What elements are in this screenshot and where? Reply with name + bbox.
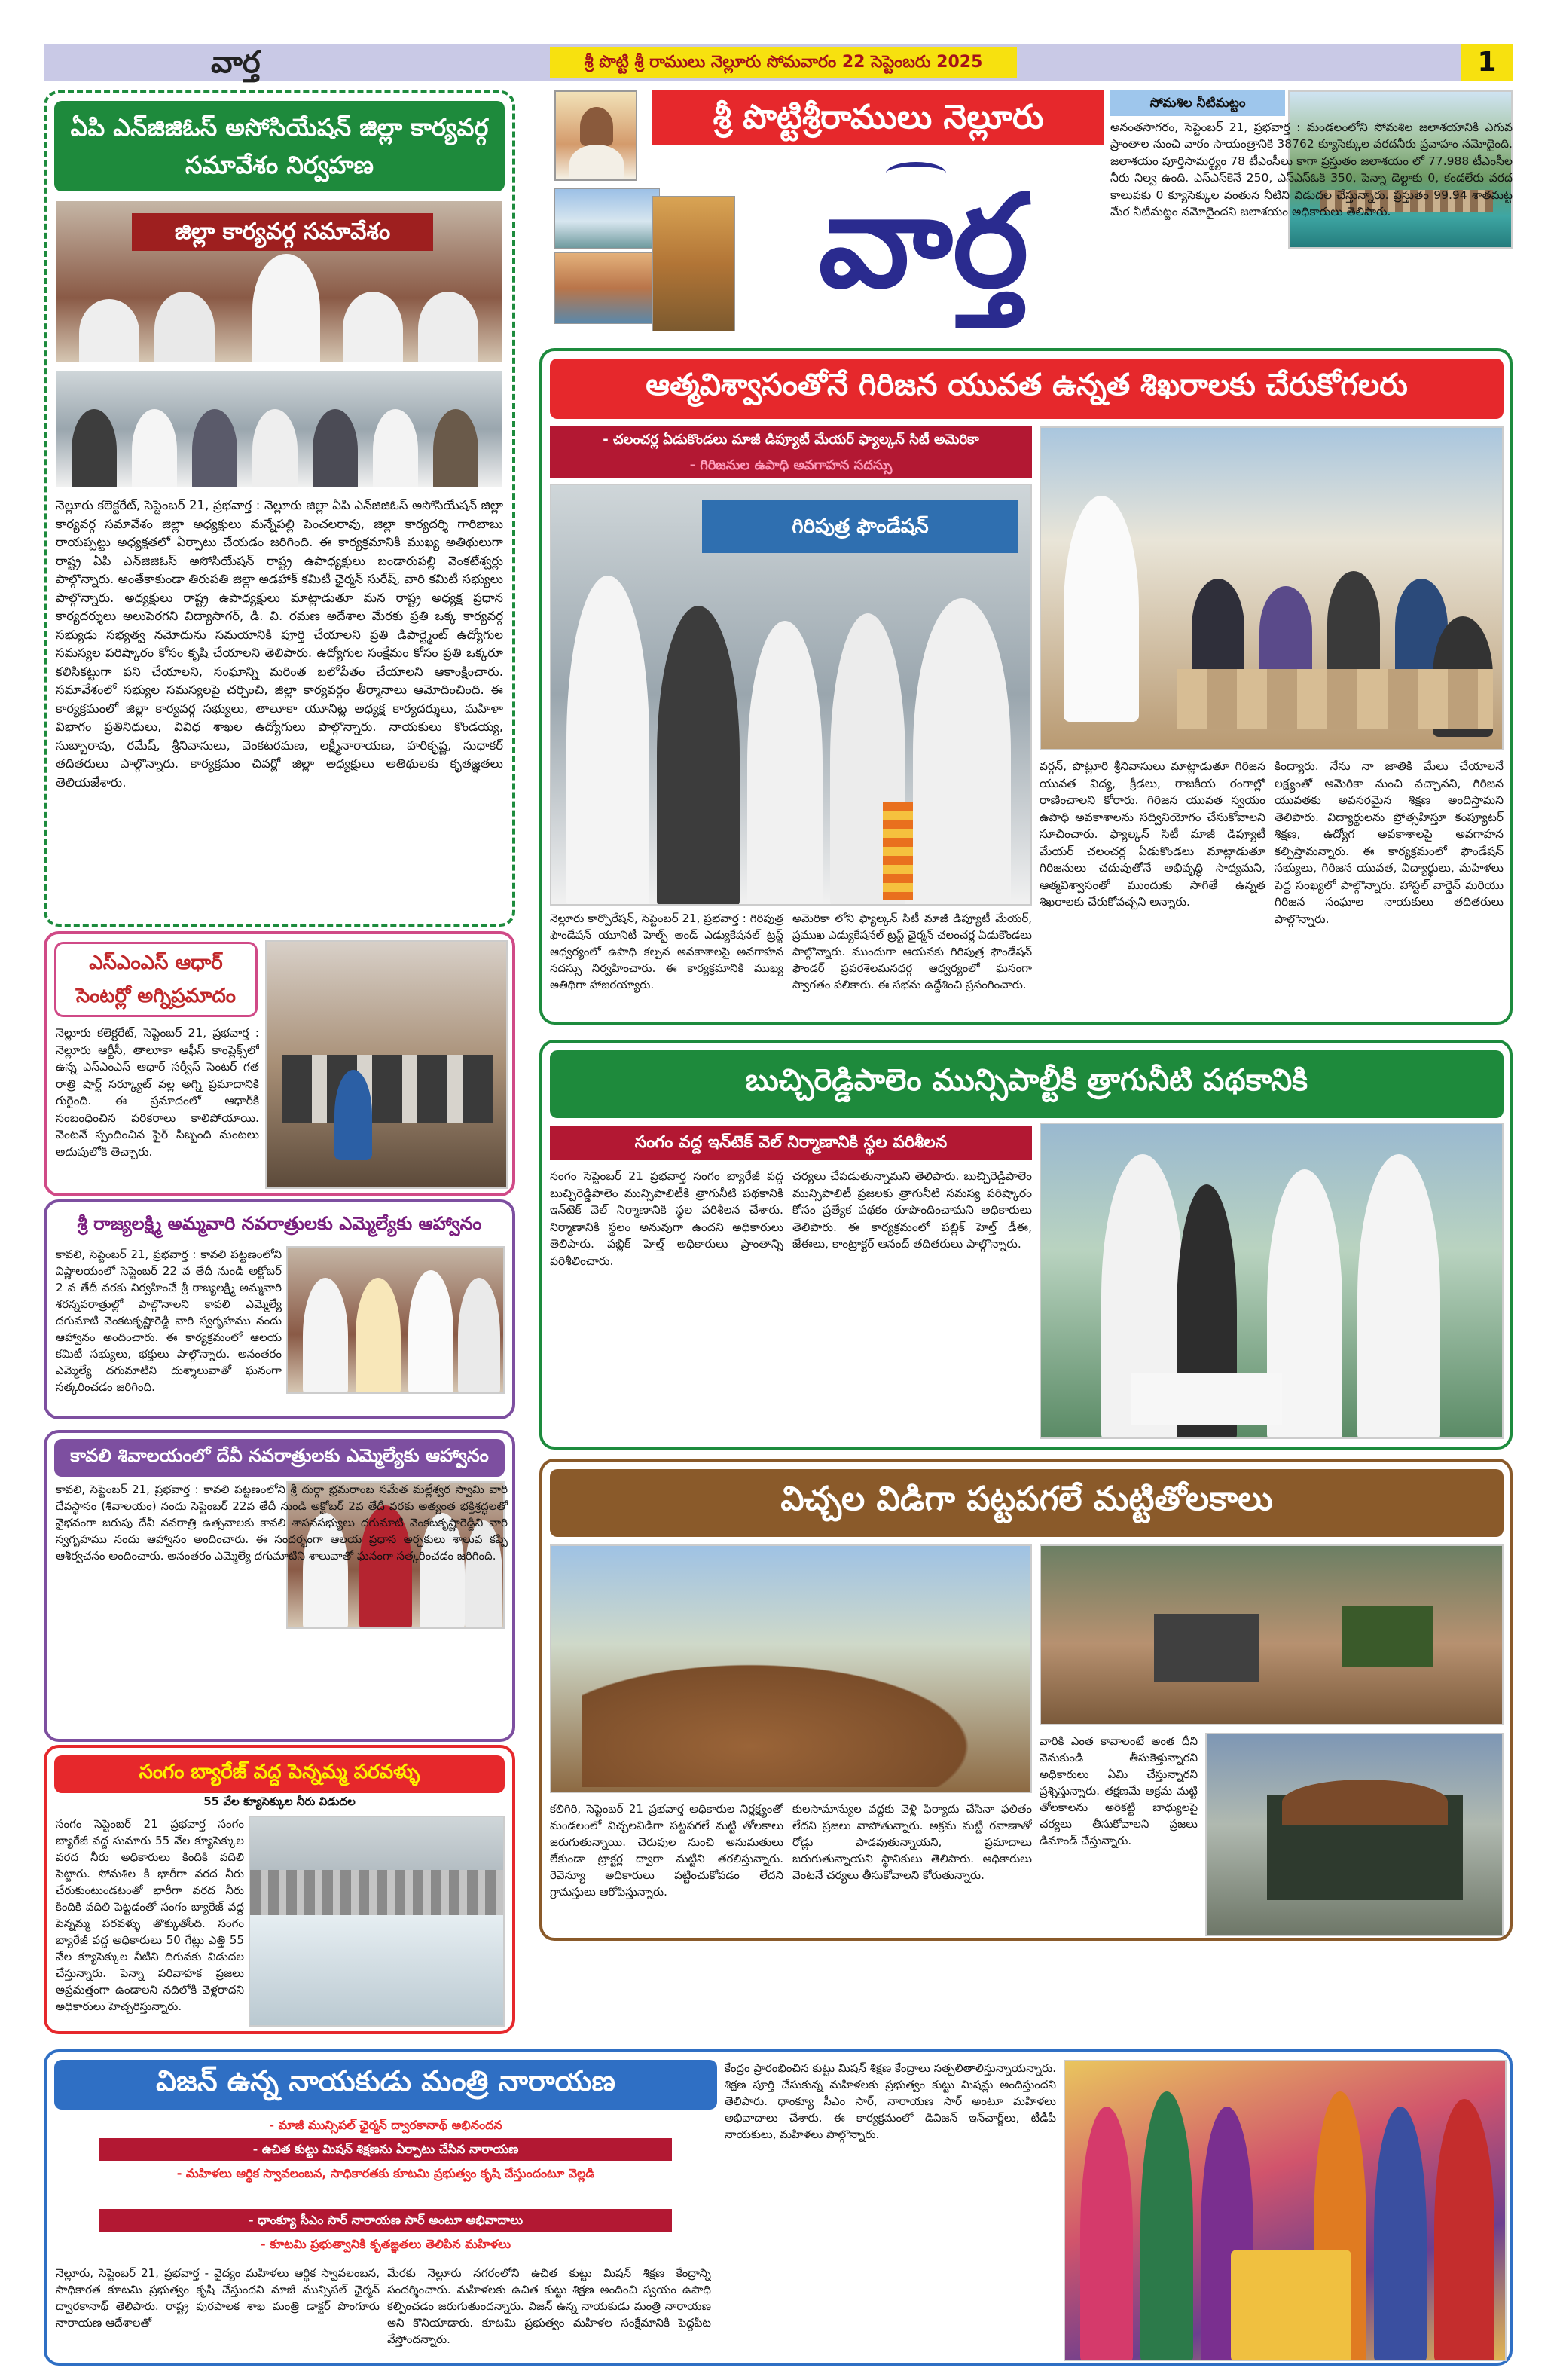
soil-tractor-photo xyxy=(1205,1733,1504,1936)
tribal-class-photo xyxy=(1040,426,1504,750)
tribal-headline: ఆత్మవిశ్వాసంతోనే గిరిజన యువత ఉన్నత శిఖరాలకు చేరుకోగలరు xyxy=(550,359,1504,419)
rajyalakshmi-text: కావలి, సెప్టెంబర్ 21, ప్రభవార్త : కావలి పట్టణంలోని విష్ణాలయంలో సెప్టెంబర్ 22 వ తేదీ నుండి అక్టోబర్ 2 వ తేదీ వరకు నిర్వహించే శ్రీ రాజ్యలక్ష్మి అమ్మవారి శరన్నవరాత్రుల్లో పాల్గొనాలని కావలి ఎమ్మెల్యే దగుమాటి వెంకటకృష్ణారెడ్డి వారి స్వగృహము నందు ఆహ్వానం అందించారు. ఈ కార్యక్రమంలో ఆలయ కమిటీ సభ్యులు, భక్తులు పాల్గొన్నారు. అనంతరం ఎమ్మెల్యే దగుమాటిని దుశ్శాలువాతో ఘనంగా సత్కరించడం జరిగింది. xyxy=(56,1248,282,1394)
somasila-box xyxy=(1110,90,1513,339)
sangam-text: సంగం సెప్టెంబర్ 21 ప్రభవార్త సంగం బ్యారేజీ వద్ద సుమారు 55 వేల క్యూసెక్కుల వరద నీరు అధికారులు కిందికి వదిలి పెట్టారు. సోమశిల కి భారీగా వరద నీరు చేరుకుంటుండటంతో భారీగా వరద నీరు కిందికి వదిలి పెట్టడంతో సంగం బ్యారేజ్ వద్ద పెన్నమ్మ పరవళ్ళు తొక్కుతోంది. సంగం బ్యారేజీ వద్ద అధికారులు 50 గేట్లు ఎత్తి 55 వేల క్యూసెక్కుల నీటిని దిగువకు విడుదల చేస్తున్నారు. పెన్నా పరివాహక ప్రజలు అప్రమత్తంగా ఉండాలని నదిలోకి వెళ్లరాదని అధికారులు హెచ్చరిస్తున్నారు. xyxy=(56,1817,244,2013)
kavali-article xyxy=(44,1430,515,1742)
tribal-article xyxy=(539,348,1513,1025)
sms-fire-photo xyxy=(265,940,508,1189)
ngo-text: నెల్లూరు కలెక్టరేట్, సెప్టెంబర్ 21, ప్రభవార్త : నెల్లూరు జిల్లా ఏపి ఎన్‌జిజిఓస్ అసోసియేషన్ జిల్లా కార్యవర్గ సమావేశం జిల్లా అధ్యక్షులు మన్నేపల్లి పెంచలరావు, జిల్లా కార్యదర్శి గారిబాబు రాయప్పట్టు అధ్యక్షతలో ఏర్పాటు చేయడం జరిగింది. ఈ కార్యక్రమానికి ముఖ్య అతిథులుగా రాష్ట్ర ఏపి ఎన్‌జిజిఓస్ అసోసియేషన్ రాష్ట్ర ఉపాధ్యక్షులు బండారుపల్లి వెంకటేశ్వర్లు పాల్గొన్నారు. అంతేకాకుండా తిరుపతి జిల్లా అడహాక్ కమిటీ ఛైర్మన్ సురేష్, వారి కమిటీ సభ్యులు పాల్గొన్నారు. అధ్యక్షులు రాష్ట్ర ఉపాధ్యక్షులు మాట్లాడుతూ మన రాష్ట్ర అధ్యక్ష ప్రధాన కార్యదర్శులు అలుపెరగని విద్యాసాగర్, డి. వి. రమణ అదేశాల మేరకు ప్రతి ఒక్క కార్యవర్గ సభ్యుడు సభ్యత్వ నమోదును సమయానికి పూర్తి చేయాలని ప్రతి డిపార్ట్మెంట్ ఉద్యోగుల సమస్యల పరిష్కారం కోసం కృషి చేయాలని తెలిపారు. ఉద్యోగుల సంక్షేమం కోసం ప్రతి ఒక్కరూ కలిసికట్టుగా పని చేయాలని, సంఘాన్ని మరింత బలోపేతం చేయాలని ఆకాంక్షించారు. సమావేశంలో సభ్యుల సమస్యలపై చర్చించి, జిల్లా కార్యవర్గం తీర్మానాలు ఆమోదించింది. ఈ కార్యక్రమంలో జిల్లా కార్యవర్గ సభ్యులు, తాలూకా యూనిట్ల అధ్యక్ష కార్యదర్శులు, మహిళా విభాగం ప్రతినిధులు, వివిధ శాఖల ఉద్యోగులు పాల్గొన్నారు. నాయకులు కొండయ్య, సుబ్బారావు, రమేష్, శ్రీనివాసులు, వెంకటరమణ, లక్ష్మీనారాయణ, హరికృష్ణ, సుధాకర్ తదితరులు పాల్గొన్నారు. కార్యక్రమం చివర్లో జిల్లా అధ్యక్షులు అతిథులకు కృతజ్ఞతలు తెలియజేశారు. xyxy=(56,498,503,790)
somasila-text: అనంతసాగరం, సెప్టెంబర్ 21, ప్రభవార్త : మండలంలోని సోమశిల జలాశయానికి ఎగువ ప్రాంతాల నుంచి వారం సాయంత్రానికి 38762 క్యూసెక్కుల వరదనీరు ప్రవాహం నమోదైంది. జలాశయం పూర్తిసామర్థ్యం 78 టీఎంసీలు కాగా ప్రస్తుతం జలాశయం లో 77.988 టీఎంసీల నీరు నిల్వ ఉంది. ఎస్ఎస్‌కెనే 250, ఎస్ఎస్ఓకి 350, పెన్నా డెల్టాకు 0, కండలేరు వరద కాలువకు 0 క్యూసెక్కుల వంతున నీటిని విడుదల చేస్తున్నారు. ప్రస్తుతం 99.94 శాతమట్ట మేర నీటిమట్టం నమోదైందని జలాశయం అధికారులు తెలిపారు. xyxy=(1110,121,1513,219)
sangam-subhead: 55 వేల క్యూసెక్కుల నీరు విడుదల xyxy=(203,1795,356,1808)
rajyalakshmi-article xyxy=(44,1199,515,1419)
rajyalakshmi-photo xyxy=(286,1246,505,1394)
tribal-col3: వర్గన్, పొట్లూరి శ్రీనివాసులు మాట్లాడుతూ గిరిజన యువత విద్య, క్రీడలు, రాజకీయ రంగాల్లో రాణించాలని కోరారు. గిరిజన యువత స్వయం ఉపాధి అవకాశాలను సద్వినియోగం చేసుకోవాలని సూచించారు. ఫ్యాల్కన్ సిటీ మాజీ డిప్యూటీ మేయర్ చలంచర్ల ఏడుకొండలు మాట్లాడుతూ గిరిజనులు చదువుతోనే అభివృద్ధి సాధ్యమని, ఆత్మవిశ్వాసంతో ముందుకు సాగితే ఉన్నత శిఖరాలకు చేరుకోవచ్చని అన్నారు. xyxy=(1040,759,1265,909)
vichchala-col1: కలిగిరి, సెప్టెంబర్ 21 ప్రభవార్త అధికారుల నిర్లక్ష్యంతో మండలంలో విచ్చలవిడిగా పట్టపగలే మట్టి తోలకాలు జరుగుతున్నాయి. చెరువుల నుంచి అనుమతులు లేకుండా ట్రాక్టర్ల ద్వారా మట్టిని తరలిస్తున్నారు. రెవెన్యూ అధికారులు పట్టించుకోవడం లేదని గ్రామస్తులు ఆరోపిస్తున్నారు. xyxy=(550,1802,783,1899)
tribal-lamp-photo xyxy=(550,484,1032,906)
butchi-col1: సంగం సెప్టెంబర్ 21 ప్రభవార్త సంగం బ్యారేజీ వద్ద బుచ్చిరెడ్డిపాలెం మున్సిపాలిటీకి త్రాగునీటి పథకానికి ఇన్‌టెక్ వెల్ నిర్మాణానికి స్థల పరిశీలన చేశారు. నిర్మాణానికి స్థలం అనువుగా ఉందని అధికారులు తెలిపారు. పబ్లిక్ హెల్త్ అధికారులు ప్రాంతాన్ని పరిశీలించారు. xyxy=(550,1169,783,1268)
butchi-article xyxy=(539,1040,1513,1450)
temple-photo xyxy=(652,196,735,331)
vision-headline: విజన్ ఉన్న నాయకుడు మంత్రి నారాయణ xyxy=(54,2060,717,2110)
tribal-banner-text: గిరిపుత్ర ఫౌండేషన్ xyxy=(702,500,1018,553)
soil-photo-2 xyxy=(1040,1544,1504,1725)
vision-article xyxy=(44,2049,1513,2366)
kavali-headline: కావలి శివాలయంలో దేవీ నవరాత్రులకు ఎమ్మెల్యేకు ఆహ్వానం xyxy=(54,1439,505,1477)
butchi-subhead: సంగం వద్ద ఇన్‌టెక్ వెల్ నిర్మాణానికి స్థల పరిశీలన xyxy=(550,1126,1032,1160)
rajyalakshmi-headline: శ్రీ రాజ్యలక్ష్మి అమ్మవారి నవరాత్రులకు ఎమ్మెల్యేకు ఆహ్వానం xyxy=(54,1208,505,1243)
butchi-col2: చర్యలు చేపడుతున్నామని తెలిపారు. బుచ్చిరెడ్డిపాలెం మున్సిపాలిటీ ప్రజలకు త్రాగునీటి సమస్య పరిష్కారం కోసం ప్రత్యేక పథకం రూపొందించామని అధికారులు తెలిపారు. ఈ కార్యక్రమంలో పబ్లిక్ హెల్త్ డీఈ, జేఈలు, కాంట్రాక్టర్ ఆనంద్ తదితరులు పాల్గొన్నారు. xyxy=(792,1169,1032,1251)
vichchala-col3: వారికి ఎంత కావాలంటే అంత దీని వెనుకుండి తీసుకెళ్తున్నారని అధికారులు ఏమి చేస్తున్నారని ప్రశ్నిస్తున్నారు. తక్షణమే అక్రమ మట్టి తోలకాలను అరికట్టి బాధ్యులపై చర్యలు తీసుకోవాలని ప్రజలు డిమాండ్ చేస్తున్నారు. xyxy=(1040,1734,1198,1847)
ngo-headline: ఏపి ఎన్‌జిజిఓస్ అసోసియేషన్ జిల్లా కార్యవర్గ సమావేశం నిర్వహణ xyxy=(54,101,505,191)
sms-article xyxy=(44,931,515,1196)
masthead-title: శ్రీ పొట్టిశ్రీరాములు నెల్లూరు xyxy=(713,98,1044,136)
vision-women-photo xyxy=(1064,2060,1507,2361)
somasila-label: సోమశిల నీటిమట్టం xyxy=(1110,90,1285,116)
vision-point-2: - ఉచిత కుట్టు మిషన్ శిక్షణను ఏర్పాటు చేసిన నారాయణ xyxy=(99,2138,672,2161)
ngo-meeting-photo-1 xyxy=(54,199,505,365)
sangam-article xyxy=(44,1745,515,2034)
sangam-barrage-photo xyxy=(249,1816,505,2027)
sms-text: నెల్లూరు కలెక్టరేట్, సెప్టెంబర్ 21, ప్రభవార్త : నెల్లూరు ఆర్టీసీ, తాలూకా ఆఫీస్ కాంప్లెక్స్‌లో ఉన్న ఎస్‌ఎంఎస్ ఆధార్ సర్వీస్ సెంటర్ గత రాత్రి షార్ట్ సర్క్యూట్ వల్ల అగ్ని ప్రమాదానికి గురైంది. ఈ ప్రమాదంలో ఆధార్‌కి సంబంధించిన పరికరాలు కాలిపోయాయి. వెంటనే స్పందించిన ఫైర్ సిబ్బంది మంటలు అదుపులోకి తెచ్చారు. xyxy=(56,1026,259,1159)
brand-small: వార్త xyxy=(211,45,261,80)
sangam-headline: సంగం బ్యారేజ్ వద్ద పెన్నమ్మ పరవళ్ళు xyxy=(54,1755,505,1793)
vision-col1: నెల్లూరు, సెప్టెంబర్ 21, ప్రభవార్త - వైద్యం మహిళలు ఆర్థిక స్వావలంబన, సాధికారత కూటమి ప్రభుత్వం కృషి చేస్తుందని మాజీ మున్సిపల్ ఛైర్మన్ ద్వారకానాథ్ తెలిపారు. రాష్ట్ర పురపాలక శాఖ మంత్రి డాక్టర్ పొంగూరు నారాయణ ఆదేశాలతో xyxy=(56,2266,380,2330)
vision-col2: మేరకు నెల్లూరు నగరంలోని ఉచిత కుట్టు మిషన్ శిక్షణ కేంద్రాన్ని సందర్శించారు. మహిళలకు ఉచిత కుట్టు శిక్షణ అందించి స్వయం ఉపాధి కల్పించడం జరుగుతుందన్నారు. విజన్ ఉన్న నాయకుడు మంత్రి నారాయణ అని కొనియాడారు. కూటమి ప్రభుత్వం మహిళల సంక్షేమానికి పెద్దపీట వేస్తోందన్నారు. xyxy=(387,2266,711,2346)
tribal-col4: కింద్యారు. నేను నా జాతికి మేలు చేయాలనే లక్ష్యంతో అమెరికా నుంచి వచ్చానని, గిరిజన యువతకు అవసరమైన శిక్షణ అందిస్తామని తెలిపారు. విద్యార్థులను ప్రోత్సహిస్తూ కంప్యూటర్ శిక్షణ, ఉద్యోగ అవకాశాలపై అవగాహన కల్పిస్తామన్నారు. ఈ కార్యక్రమంలో ఫౌండేషన్ సభ్యులు, గిరిజన యువత, విద్యార్థులు, మహిళలు పెద్ద సంఖ్యలో పాల్గొన్నారు. హాస్టల్ వార్డెన్ మరియు గిరిజన సంఘాల నాయకులు తదితరులు పాల్గొన్నారు. xyxy=(1275,759,1504,926)
tribal-subhead-1: - చలంచర్ల ఏడుకొండలు మాజీ డిప్యూటీ మేయర్ ఫ్యాల్కన్ సిటీ అమెరికా xyxy=(550,426,1032,454)
tribal-col1: నెల్లూరు కార్పొరేషన్, సెప్టెంబర్ 21, ప్రభవార్త : గిరిపుత్ర ఫౌండేషన్ యూనిటీ హెల్ప్ అండ్ ఎడ్యుకేషనల్ ట్రస్ట్ ఆధ్వర్యంలో ఉపాధి కల్పన అవకాశాలపై అవగాహన సదస్సు నిర్వహించారు. ఈ కార్యక్రమానికి ముఖ్య అతిథిగా హాజరయ్యారు. xyxy=(550,912,783,991)
vichchala-article xyxy=(539,1459,1513,1941)
butchi-headline: బుచ్చిరెడ్డిపాలెం మున్సిపాల్టీకి త్రాగునీటి పథకానికి xyxy=(550,1050,1504,1118)
page-number: 1 xyxy=(1461,44,1513,81)
tribal-col2: అమెరికా లోని ఫ్యాల్కన్ సిటీ మాజీ డిప్యూటీ మేయర్, ప్రముఖ ఎడ్యుకేషనల్ ట్రస్ట్ ఛైర్మన్ చలంచర్ల ఏడుకొండలు పాల్గొన్నారు. ముందుగా ఆయనకు గిరిపుత్ర ఫౌండేషన్ ఫౌండర్ ప్రవరశెలమనధర్గ ఆధ్వర్యంలో ఘనంగా స్వాగతం పలికారు. ఈ సభను ఉద్దేశించి ప్రసంగించారు. xyxy=(792,912,1032,991)
ngo-banner-text: జిల్లా కార్యవర్గ సమావేశం xyxy=(132,213,433,251)
vichchala-headline: విచ్చల విడిగా పట్టపగలే మట్టితోలకాలు xyxy=(550,1469,1504,1537)
tribal-subhead-2: - గిరిజనుల ఉపాధి అవగాహన సదస్సు xyxy=(550,454,1032,478)
vision-point-5: - కూటమి ప్రభుత్వానికి కృతజ్ఞతలు తెలిపిన మహిళలు xyxy=(261,2237,511,2251)
vision-point-3: - మహిళలు ఆర్థిక స్వావలంబన, సాధికారతకు కూటమి ప్రభుత్వం కృషి చేస్తుందంటూ వెల్లడి xyxy=(176,2166,595,2180)
masthead-box xyxy=(539,90,1104,339)
masthead-brand-big: వార్త xyxy=(818,166,1029,316)
vichchala-col2: కులసామాన్యుల వద్దకు వెళ్లి ఫిర్యాదు చేసినా ఫలితం లేదని ప్రజలు వాపోతున్నారు. అక్రమ మట్టి రవాణాతో రోడ్లు పాడవుతున్నాయని, ప్రమాదాలు జరుగుతున్నాయని స్థానికులు తెలిపారు. అధికారులు వెంటనే చర్యలు తీసుకోవాలని కోరుతున్నారు. xyxy=(792,1802,1032,1882)
dove-icon xyxy=(886,162,946,185)
ngo-article xyxy=(44,90,515,927)
ngo-meeting-photo-2 xyxy=(54,369,505,490)
vision-point-1: - మాజీ మున్సిపల్ ఛైర్మన్ ద్వారకానాథ్ అభినందన xyxy=(269,2118,502,2132)
sms-headline: ఎస్‌ఎంఎస్ ఆధార్ సెంటర్లో అగ్నిప్రమాదం xyxy=(54,942,258,1017)
dateline: శ్రీ పొట్టి శ్రీ రాములు నెల్లూరు సోమవారం 22 సెప్టెంబరు 2025 xyxy=(550,47,1017,78)
vision-point-4: - ధాంక్యూ సీఎం సార్ నారాయణ సార్ అంటూ అభివాదాలు xyxy=(99,2209,672,2232)
founder-portrait xyxy=(554,90,637,181)
port-photo xyxy=(554,252,652,324)
kavali-text: కావలి, సెప్టెంబర్ 21, ప్రభవార్త : కావలి పట్టణంలోని శ్రీ దుర్గా భ్రమరాంబ సమేత మల్లేశ్వర స్వామి వారి దేవస్థానం (శివాలయం) నందు సెప్టెంబర్ 22వ తేదీ నుండి అక్టోబర్ 2వ తేదీ వరకు అత్యంత భక్తిశ్రద్ధలతో వైభవంగా జరుపు దేవీ నవరాత్రి ఉత్సవాలకు కావలి శాసనసభ్యులు దగుమాటి వెంకటకృష్ణారెడ్డిని వారి స్వగృహము నందు ఆహ్వానం అందించారు. ఈ సందర్భంగా ఆలయ ప్రధాన అర్చకులు శాలువ కప్పి ఆశీర్వచనం అందించారు. అనంతరం ఎమ్మెల్యే దగుమాటిని శాలువాతో ఘనంగా సత్కరించడం జరిగింది. xyxy=(56,1483,508,1563)
soil-photo-1 xyxy=(550,1544,1032,1793)
vision-points xyxy=(54,2116,717,2259)
butchi-site-photo xyxy=(1040,1123,1504,1439)
vision-col3: కేంద్రం ప్రారంభించిన కుట్టు మిషన్ శిక్షణ కేంద్రాలు సత్ఫలితాలిస్తున్నాయన్నారు. శిక్షణ పూర్తి చేసుకున్న మహిళలకు ప్రభుత్వం కుట్టు మిషన్లు అందిస్తుందని తెలిపారు. ధాంక్యూ సీఎం సార్, నారాయణ సార్ అంటూ మహిళలు అభివాదాలు చేశారు. ఈ కార్యక్రమంలో డివిజన్ ఇన్‌చార్జ్‌లు, టీడీపీ నాయకులు, మహిళలు పాల్గొన్నారు. xyxy=(725,2061,1056,2141)
bridge-photo xyxy=(554,188,660,249)
